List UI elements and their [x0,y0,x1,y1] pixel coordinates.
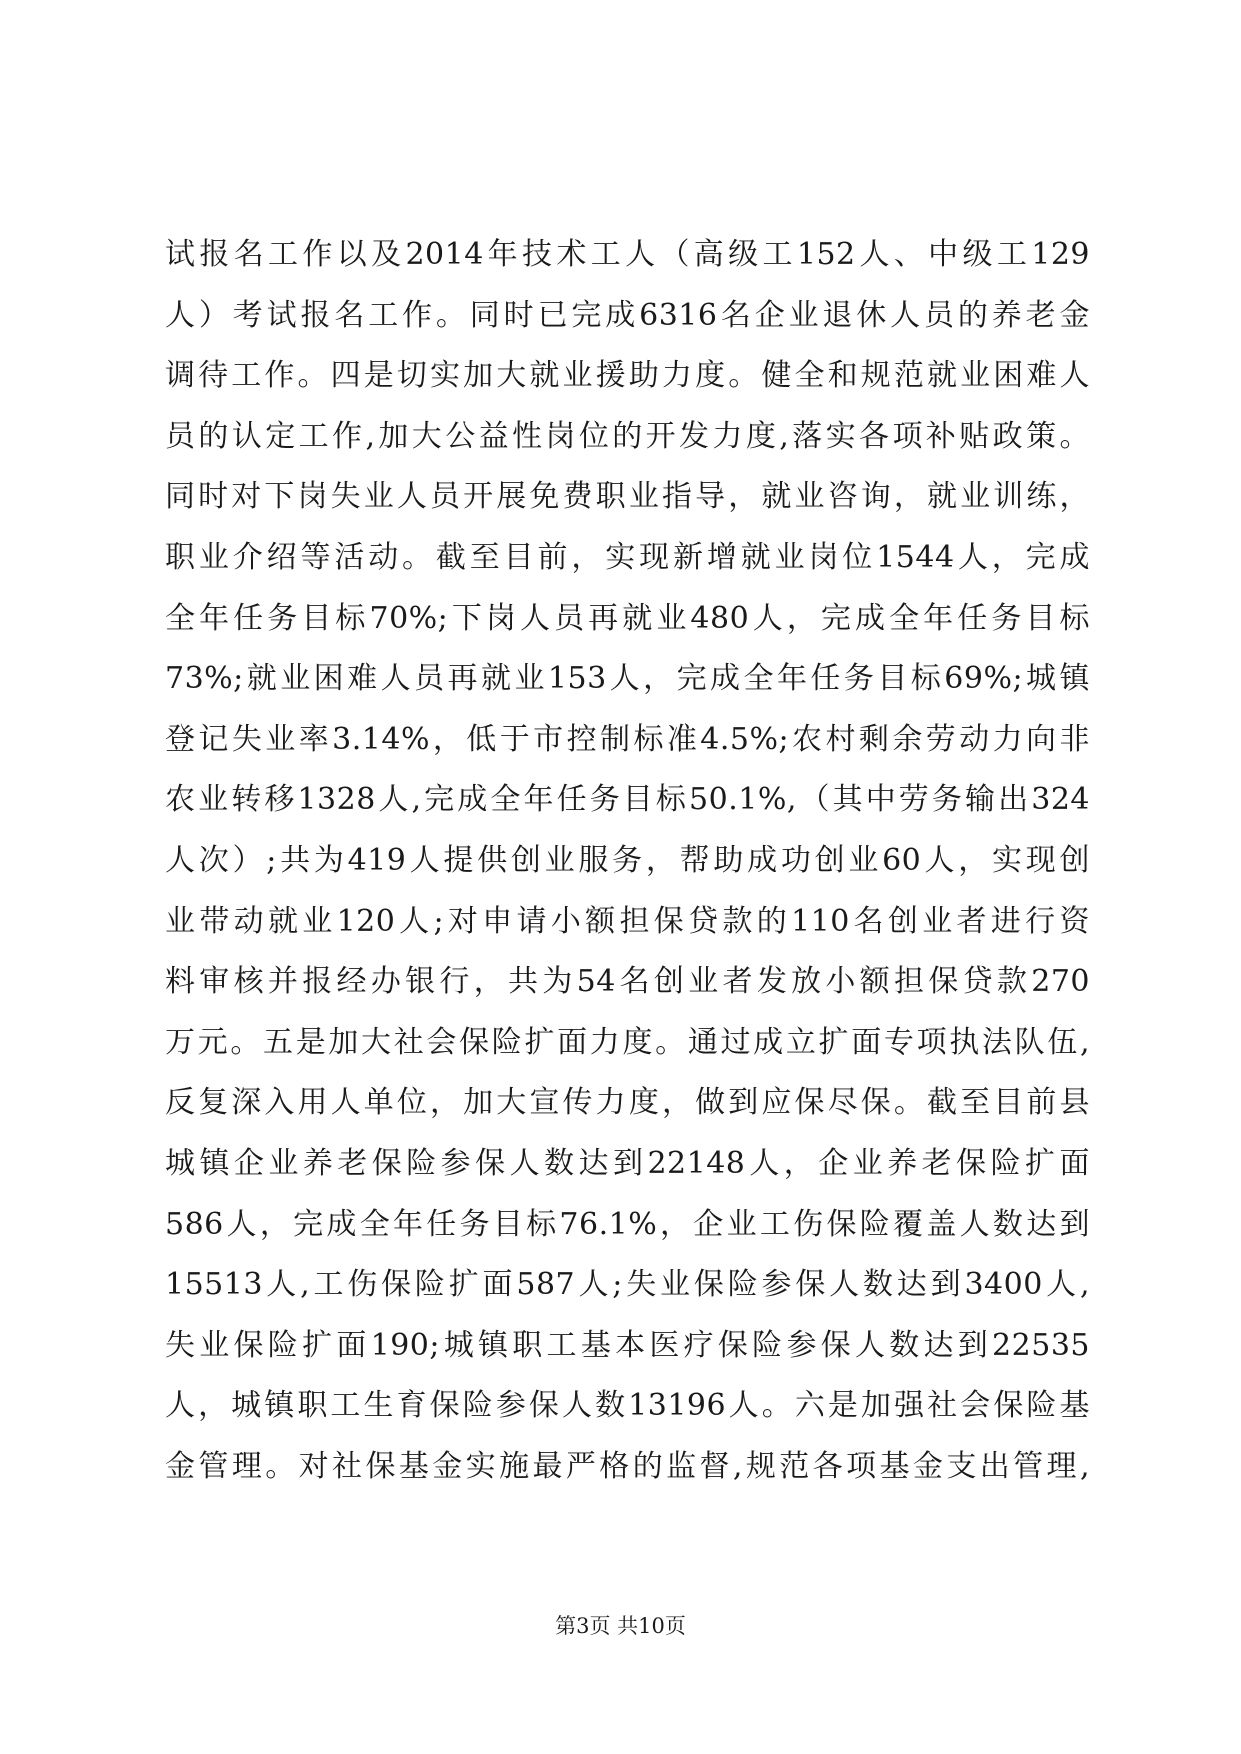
text-line: 同时对下岗失业人员开展免费职业指导，就业咨询，就业训练， [165,479,1090,515]
text-line: 人）考试报名工作。同时已完成6316名企业退休人员的养老金 [165,297,1090,333]
text-line: 登记失业率3.14%，低于市控制标准4.5%;农村剩余劳动力向非 [165,721,1090,757]
text-line: 业带动就业120人;对申请小额担保贷款的110名创业者进行资 [165,903,1090,939]
text-line: 料审核并报经办银行，共为54名创业者发放小额担保贷款270 [165,964,1090,1000]
text-line: 试报名工作以及2014年技术工人（高级工152人、中级工129 [165,237,1090,272]
text-line: 失业保险扩面190;城镇职工基本医疗保险参保人数达到22535 [165,1327,1090,1363]
text-line: 73%;就业困难人员再就业153人，完成全年任务目标69%;城镇 [165,661,1090,697]
text-line: 人次）;共为419人提供创业服务，帮助成功创业60人，实现创 [165,842,1090,878]
text-line: 15513人,工伤保险扩面587人;失业保险参保人数达到3400人, [165,1267,1090,1303]
text-line: 调待工作。四是切实加大就业援助力度。健全和规范就业困难人 [165,358,1090,394]
text-line: 金管理。对社保基金实施最严格的监督,规范各项基金支出管理, [165,1448,1090,1484]
text-line: 城镇企业养老保险参保人数达到22148人，企业养老保险扩面 [165,1145,1090,1181]
text-line: 586人，完成全年任务目标76.1%，企业工伤保险覆盖人数达到 [165,1206,1090,1242]
text-line: 全年任务目标70%;下岗人员再就业480人，完成全年任务目标 [165,600,1090,636]
body-text [165,225,1090,1497]
text-line: 反复深入用人单位，加大宣传力度，做到应保尽保。截至目前县 [165,1085,1090,1121]
text-line: 员的认定工作,加大公益性岗位的开发力度,落实各项补贴政策。 [165,418,1090,454]
text-line: 万元。五是加大社会保险扩面力度。通过成立扩面专项执法队伍, [165,1024,1090,1060]
text-line: 职业介绍等活动。截至目前，实现新增就业岗位1544人，完成 [165,539,1090,575]
text-line: 人，城镇职工生育保险参保人数13196人。六是加强社会保险基 [165,1388,1090,1424]
page-number-footer: 第3页 共10页 [555,1614,686,1638]
text-line: 农业转移1328人,完成全年任务目标50.1%,（其中劳务输出324 [165,782,1090,818]
